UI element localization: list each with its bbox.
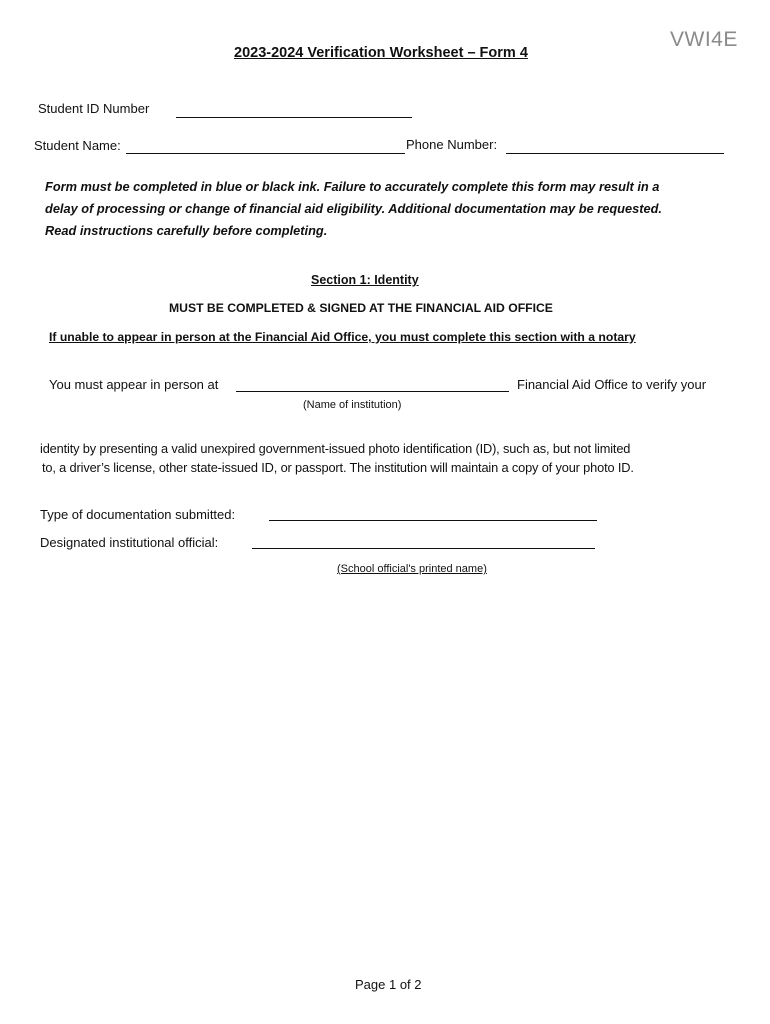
page-number: Page 1 of 2 bbox=[355, 977, 422, 992]
institution-name-field[interactable] bbox=[236, 377, 509, 392]
student-name-label: Student Name: bbox=[34, 138, 121, 153]
identity-line-1: identity by presenting a valid unexpired government-issued photo identification (ID), such as, but not limited bbox=[40, 441, 631, 456]
doc-type-label: Type of documentation submitted: bbox=[40, 507, 236, 522]
institution-caption: (Name of institution) bbox=[303, 399, 402, 411]
instruction-line-1: Form must be completed in blue or black ink. Failure to accurately complete this form may result in a bbox=[45, 179, 660, 194]
section-subheading: MUST BE COMPLETED & SIGNED AT THE FINANCIAL AID OFFICE bbox=[169, 301, 553, 315]
phone-field[interactable] bbox=[506, 139, 724, 154]
student-id-label: Student ID Number bbox=[38, 101, 150, 116]
official-name-field[interactable] bbox=[252, 534, 595, 549]
notary-note: If unable to appear in person at the Financial Aid Office, you must complete this section with a notary bbox=[49, 330, 636, 344]
section-heading: Section 1: Identity bbox=[311, 273, 419, 287]
doc-type-field[interactable] bbox=[269, 506, 597, 521]
official-label: Designated institutional official: bbox=[40, 535, 219, 550]
student-id-field[interactable] bbox=[176, 103, 412, 118]
form-code: VWI4E bbox=[670, 28, 738, 51]
instruction-line-2: delay of processing or change of financial aid eligibility. Additional documentation may be requested. bbox=[45, 201, 662, 216]
instruction-line-3: Read instructions carefully before completing. bbox=[45, 223, 328, 238]
phone-label: Phone Number: bbox=[406, 137, 498, 152]
page-title: 2023-2024 Verification Worksheet – Form 4 bbox=[234, 45, 528, 61]
appear-prefix: You must appear in person at bbox=[49, 377, 219, 392]
student-name-field[interactable] bbox=[126, 139, 405, 154]
identity-line-2: to, a driver’s license, other state-issued ID, or passport. The institution will maintain a copy of your photo ID. bbox=[42, 460, 634, 475]
appear-suffix: Financial Aid Office to verify your bbox=[517, 377, 707, 392]
official-caption: (School official's printed name) bbox=[337, 563, 487, 575]
